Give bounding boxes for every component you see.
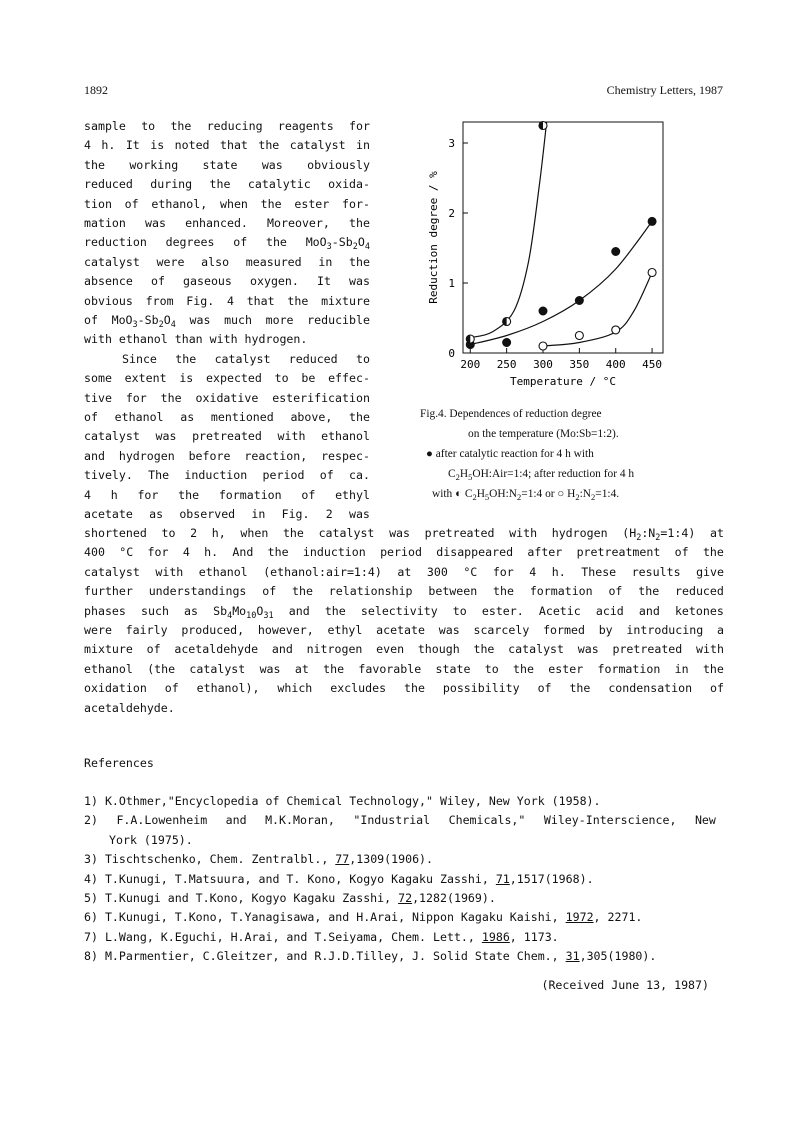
body-line: ethanol (the catalyst was at the favorable state to the ester formation in the [84, 661, 724, 676]
y-tick-label: 0 [448, 347, 455, 360]
body-line: further understandings of the relationship between the formation of the reduced [84, 584, 724, 599]
caption-line: Fig.4. Dependences of reduction degree [420, 408, 602, 420]
reference-item: 2) F.A.Lowenheim and M.K.Moran, "Industrial Chemicals," Wiley-Interscience, New [84, 813, 716, 828]
open-circle-point [648, 269, 656, 277]
caption-line: ● after catalytic reaction for 4 h with [426, 448, 594, 460]
x-axis-label: Temperature / °C [510, 375, 616, 388]
fit-curve [543, 273, 652, 347]
left-column-line: obvious from Fig. 4 that the mixture [84, 293, 370, 308]
open-circle-point [539, 342, 547, 350]
half-filled-circle-point [466, 335, 474, 343]
plot-frame [463, 122, 663, 353]
reference-item: 7) L.Wang, K.Eguchi, H.Arai, and T.Seiyama, Chem. Lett., 1986, 1173. [84, 929, 559, 944]
reference-item: 1) K.Othmer,"Encyclopedia of Chemical Technology," Wiley, New York (1958). [84, 794, 601, 808]
filled-circle-point [612, 248, 620, 256]
caption-line: $C_2H_5OH:Air=1:4$; after reduction for 4 h [448, 468, 635, 482]
fit-curve [470, 122, 546, 338]
left-column-line: the working state was obviously [84, 157, 370, 172]
received-date: (Received June 13, 1987) [541, 978, 709, 992]
left-column-line: absence of gaseous oxygen. It was [84, 274, 370, 289]
left-column-line: 4 h for the formation of ethyl [84, 487, 370, 502]
left-column-line: tive for the oxidative esterification [84, 390, 370, 405]
left-column-line: 4 h. It is noted that the catalyst in [84, 138, 370, 153]
body-line: phases such as $Sb_4Mo_{10}O_{31}$ and the selectivity to ester. Acetic acid and ketones [84, 603, 724, 621]
left-column-line: of $MoO_3-Sb_2O_4$ was much more reducible [84, 313, 370, 330]
left-column-line: Since the catalyst reduced to [122, 351, 370, 366]
left-column-line: of ethanol as mentioned above, the [84, 410, 370, 424]
left-column-line: some extent is expected to be effec- [84, 371, 370, 386]
x-tick-label: 450 [642, 358, 663, 371]
left-column-line: sample to the reducing reagents for [84, 119, 370, 133]
left-column-line: catalyst were also measured in the [84, 254, 370, 269]
body-line: 400 °C for 4 h. And the induction period disappeared after pretreatment of the [84, 545, 724, 560]
figure-4-chart [395, 110, 715, 400]
reference-item: York (1975). [109, 832, 193, 847]
x-tick-label: 350 [569, 358, 590, 371]
body-line: catalyst with ethanol (ethanol:air=1:4) at 300 °C for 4 h. These results give [84, 564, 724, 579]
half-filled-circle-point [503, 318, 511, 326]
left-column-line: mation was enhanced. Moreover, the [84, 216, 370, 230]
x-tick-label: 250 [496, 358, 517, 371]
body-line: mixture of acetaldehyde and nitrogen even though the catalyst was pretreated with [84, 642, 724, 657]
open-circle-point [575, 332, 583, 340]
page-number: 1892 [84, 83, 108, 97]
filled-circle-point [575, 297, 583, 305]
body-line: acetaldehyde. [84, 700, 175, 715]
body-line: were fairly produced, however, ethyl acetate was scarcely formed by introducing a [84, 623, 724, 637]
body-line: oxidation of ethanol), which excludes the possibility of the condensation of [84, 681, 724, 696]
y-tick-label: 3 [448, 137, 455, 150]
fit-curve [470, 221, 652, 344]
left-column-line: reduction degrees of the $MoO_3-Sb_2O_4$ [84, 235, 370, 253]
left-column-line: tively. The induction period of ca. [84, 468, 370, 483]
reference-item: 4) T.Kunugi, T.Matsuura, and T. Kono, Kogyo Kagaku Zasshi, 71,1517(1968). [84, 871, 594, 886]
filled-circle-point [648, 217, 656, 225]
filled-circle-point [503, 339, 511, 347]
references-heading: References [84, 756, 154, 770]
left-column-line: and hydrogen before reaction, respec- [84, 448, 370, 463]
open-circle-point [612, 326, 620, 334]
half-filled-circle-point [539, 122, 547, 130]
reference-item: 6) T.Kunugi, T.Kono, T.Yanagisawa, and H.Arai, Nippon Kagaku Kaishi, 1972, 2271. [84, 910, 643, 925]
left-column-line: with ethanol than with hydrogen. [84, 332, 308, 347]
body-line: shortened to 2 h, when the catalyst was pretreated with hydrogen $(H_2:N_2=1:4)$ at [84, 526, 724, 543]
figure-caption [420, 404, 720, 504]
left-column-line: acetate as observed in Fig. 2 was [84, 507, 370, 521]
left-column-line: catalyst was pretreated with ethanol [84, 429, 370, 444]
left-column-line: tion of ethanol, when the ester for- [84, 196, 370, 211]
caption-line: with ◐ $C_2H_5OH:N_2=1:4$ or ○ $H_2:N_2=1:4$. [432, 488, 620, 502]
x-tick-label: 300 [533, 358, 553, 371]
y-tick-label: 2 [448, 207, 455, 220]
y-axis-label: Reduction degree / % [427, 171, 440, 304]
reference-item: 8) M.Parmentier, C.Gleitzer, and R.J.D.Tilley, J. Solid State Chem., 31,305(1980). [84, 949, 657, 964]
journal-header: Chemistry Letters, 1987 [606, 83, 723, 97]
x-tick-label: 200 [460, 358, 481, 371]
reference-item: 5) T.Kunugi and T.Kono, Kogyo Kagaku Zasshi, 72,1282(1969). [84, 891, 496, 905]
reference-item: 3) Tischtschenko, Chem. Zentralbl., 77,1309(1906). [84, 852, 434, 867]
y-tick-label: 1 [448, 277, 455, 290]
filled-circle-point [539, 307, 547, 315]
x-tick-label: 400 [605, 358, 626, 371]
caption-line: on the temperature (Mo:Sb=1:2). [468, 428, 619, 440]
left-column-line: reduced during the catalytic oxida- [84, 177, 370, 192]
